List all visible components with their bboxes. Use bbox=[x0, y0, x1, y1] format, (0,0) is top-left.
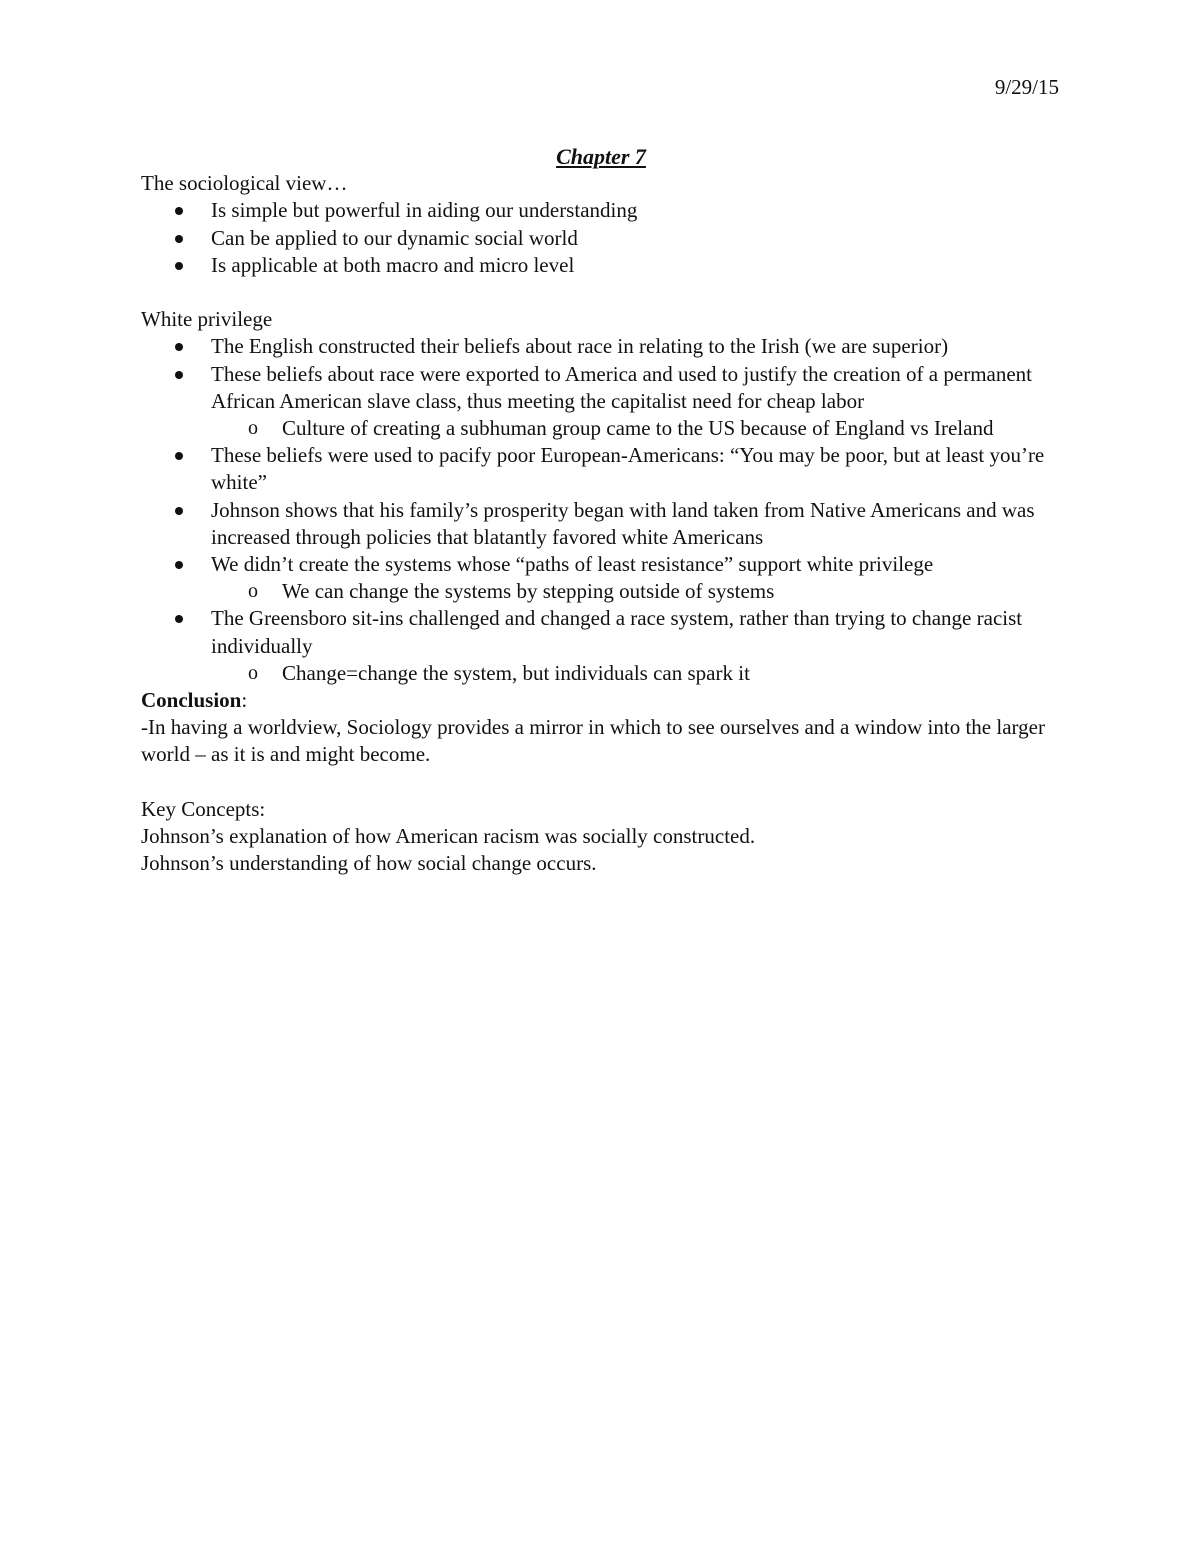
sub-list-item: o Change=change the system, but individuals can spark it bbox=[141, 660, 1061, 687]
section-heading-sociological-view: The sociological view… bbox=[141, 171, 348, 196]
list-item bbox=[141, 605, 1061, 687]
sub-list bbox=[211, 415, 1061, 442]
date-label: 9/29/15 bbox=[994, 75, 1059, 99]
white-privilege-list bbox=[141, 333, 1061, 687]
sub-list bbox=[211, 660, 1061, 687]
key-concepts-heading: Key Concepts: bbox=[141, 796, 266, 821]
conclusion-label: Conclusion bbox=[141, 688, 242, 713]
sociological-view-list bbox=[141, 197, 1061, 279]
page-title: Chapter 7 bbox=[556, 144, 646, 169]
conclusion-heading bbox=[141, 687, 1061, 714]
list-item: Is applicable at both macro and micro level bbox=[141, 252, 1061, 279]
section-heading-white-privilege: White privilege bbox=[141, 307, 273, 332]
list-item bbox=[141, 551, 1061, 605]
conclusion-colon: : bbox=[241, 688, 248, 713]
sub-list-item: o Culture of creating a subhuman group came to the US because of England vs Ireland bbox=[141, 415, 1061, 442]
conclusion-text: -In having a worldview, Sociology provides a mirror in which to see ourselves and a window into the larger world – as it is and might become. bbox=[141, 715, 1045, 767]
list-item-text: The English constructed their beliefs about race in relating to the Irish (we are superior) bbox=[211, 334, 949, 359]
list-item: Is simple but powerful in aiding our understanding bbox=[141, 197, 1061, 224]
list-item bbox=[141, 333, 1061, 360]
list-item bbox=[141, 361, 1061, 443]
spacer bbox=[141, 769, 1061, 796]
list-item bbox=[141, 497, 1061, 551]
spacer bbox=[141, 279, 1061, 306]
list-item: Can be applied to our dynamic social world bbox=[141, 225, 1061, 252]
list-item-text: These beliefs about race were exported to America and used to justify the creation of a permanent African American slave class, thus meeting the capitalist need for cheap labor bbox=[211, 361, 1032, 413]
document-body bbox=[141, 143, 1061, 877]
list-item-text: We didn’t create the systems whose “paths of least resistance” support white privilege bbox=[211, 552, 934, 577]
list-item-text: Johnson shows that his family’s prosperity began with land taken from Native Americans and was increased through policies that blatantly favored white Americans bbox=[211, 497, 1035, 549]
list-item-text: These beliefs were used to pacify poor European-Americans: “You may be poor, but at least you’re white” bbox=[211, 443, 1045, 495]
list-item-text: The Greensboro sit-ins challenged and changed a race system, rather than trying to change racist individually bbox=[211, 606, 1023, 658]
list-item bbox=[141, 442, 1061, 496]
key-concept-item: Johnson’s explanation of how American racism was socially constructed. bbox=[141, 824, 756, 849]
sub-list-item: o We can change the systems by stepping outside of systems bbox=[141, 578, 1061, 605]
key-concept-item: Johnson’s understanding of how social change occurs. bbox=[141, 851, 597, 876]
sub-list bbox=[211, 578, 1061, 605]
